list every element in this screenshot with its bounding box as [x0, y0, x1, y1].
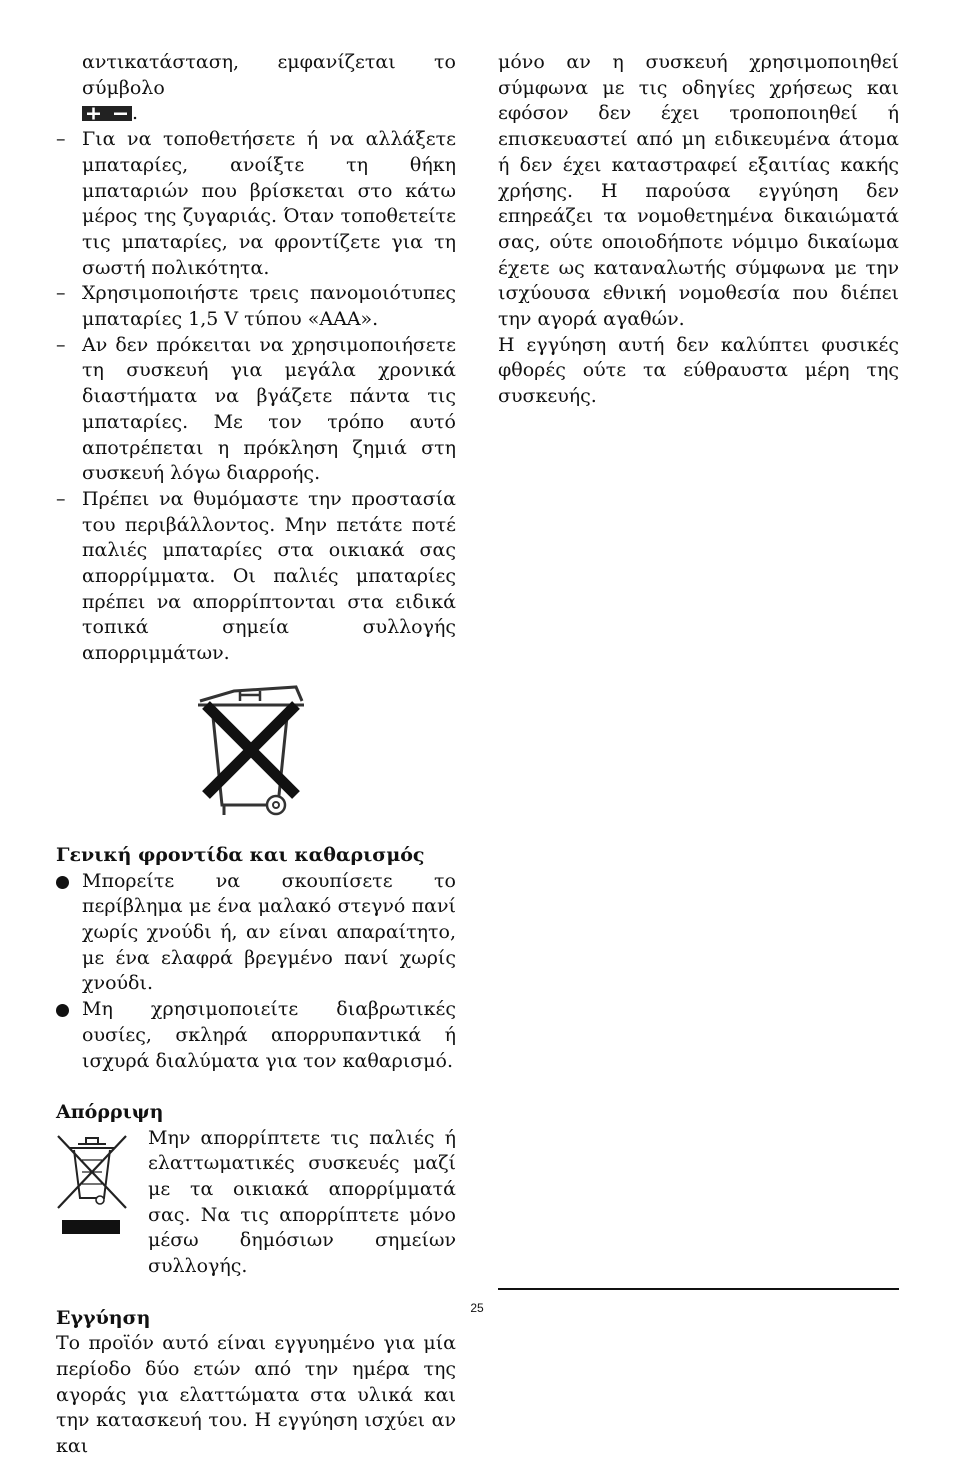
warranty-exclusion: Η εγγύηση αυτή δεν καλύπτει φυσικές φθορές ούτε τα εύθραυστα μέρη της συσκευής.	[498, 333, 899, 408]
battery-intro: αντικατάσταση, εμφανίζεται το σύμβολο .	[82, 51, 456, 125]
list-item: – Για να τοποθετήσετε ή να αλλάξετε μπαταρίες, ανοίξτε τη θήκη μπαταριών που βρίσκεται στο κάτω μέρος της ζυγαριάς. Όταν τοποθετείτε τις μπαταρίες, να φροντίζετε για τη σωστή πολικότητα.	[56, 128, 456, 279]
bullet-icon	[56, 876, 69, 889]
list-item: – Πρέπει να θυμόμαστε την προστασία του περιβάλλοντος. Μην πετάτε ποτέ παλιές μπαταρίες στα οικιακά σας απορρίμματα. Οι παλιές μπαταρίες πρέπει να απορρίπτονται στα ειδικά τοπικά σημεία συλλογής απορριμμάτων.	[56, 487, 456, 665]
warranty-continued: μόνο αν η συσκευή χρησιμοποιηθεί σύμφωνα με τις οδηγίες χρήσεως και εφόσον δεν έχει τροποποιηθεί ή επισκευαστεί από μη ειδικευμένα άτομα ή δεν έχει καταστραφεί εξαιτίας κακής χρήσης. Η παρούσα εγγύηση δεν επηρεάζει τα νομοθετημένα δικαιώματά σας, ούτε οποιοδήποτε νόμιμο δικαίωμα έχετε ως καταναλωτής σύμφωνα με την ισχύουσα εθνική νομοθεσία που διέπει την αγορά αγαθών.	[498, 51, 899, 331]
left-column	[56, 50, 456, 1460]
list-item: Μη χρησιμοποιείτε διαβρωτικές ουσίες, σκληρά απορρυπαντικά ή ισχυρά διαλύματα για τον καθαρισμό.	[56, 997, 456, 1074]
warranty-text: Το προϊόν αυτό είναι εγγυημένο για μία περίοδο δύο ετών από την ημέρα της αγοράς για ελαττώματα στα υλικά και την κατασκευή του. Η εγγύηση ισχύει αν και	[56, 1332, 456, 1458]
weee-bin-icon	[56, 1132, 128, 1236]
page-number: 25	[470, 1301, 484, 1315]
right-column	[498, 50, 899, 410]
disposal-heading: Απόρριψη	[56, 1100, 164, 1123]
list-item: – Χρησιμοποιήστε τρεις πανομοιότυπες μπαταρίες 1,5 V τύπου «AAA».	[56, 282, 456, 331]
list-item: – Αν δεν πρόκειται να χρησιμοποιήσετε τη συσκευή για μεγάλα χρονικά διαστήματα να βγάζετε πάντα τις μπαταρίες. Με τον τρόπο αυτό αποτρέπεται η πρόκληση ζημιά στη συσκευή λόγω διαρροής.	[56, 333, 456, 485]
battery-icon	[82, 106, 132, 121]
disposal-block	[56, 1126, 456, 1280]
care-heading: Γενική φροντίδα και καθαρισμός	[56, 843, 425, 866]
list-item: Μπορείτε να σκουπίσετε το περίβλημα με ένα μαλακό στεγνό πανί χωρίς χνούδι ή, αν είναι απαραίτητο, με ένα ελαφρά βρεγμένο πανί χωρίς χνούδι.	[56, 869, 456, 998]
bullet-icon	[56, 1004, 69, 1017]
footer-rule	[498, 1288, 899, 1290]
crossed-out-bin-icon	[194, 683, 309, 823]
disposal-text: Μην απορρίπτετε τις παλιές ή ελαττωματικές συσκευές μαζί με τα οικιακά απορρίμματά σας. Να τις απορρίπτετε μόνο μέσω δημόσιων σημείων συλλογής.	[148, 1126, 456, 1278]
warranty-heading: Εγγύηση	[56, 1306, 151, 1329]
